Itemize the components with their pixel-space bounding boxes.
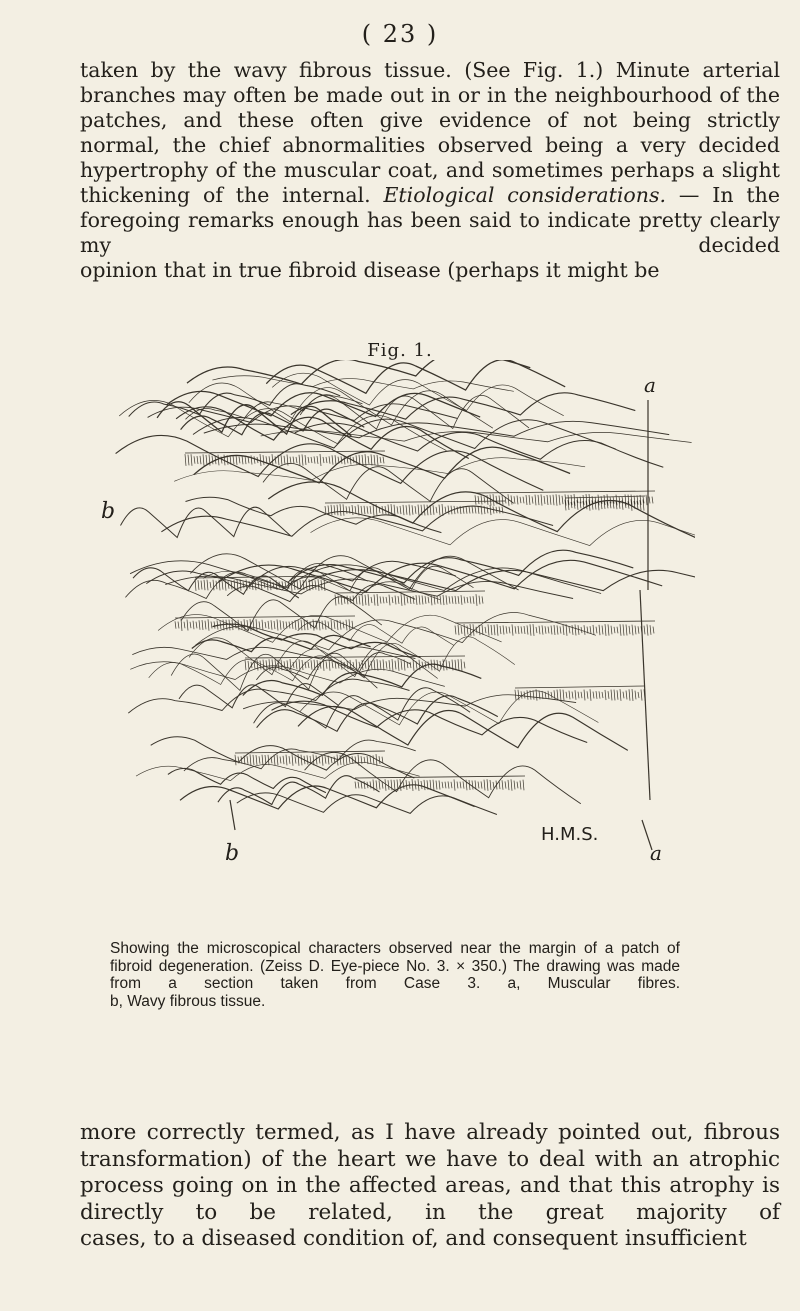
- text-line: of not being strictly normal, the chief abnormalities observed: [80, 108, 780, 157]
- caption-line: Eye-piece No. 3. × 350.) The drawing was made: [330, 957, 680, 975]
- text-line: enough has been said to indicate pretty clearly my decided: [80, 208, 780, 257]
- text-line: more correctly termed, as I have already pointed out, fibrous: [80, 1120, 780, 1145]
- text-line: taken by the wavy fibrous tissue. (See Fig. 1.) Minute: [80, 58, 691, 82]
- section-heading: Etiological considerations.: [383, 183, 667, 207]
- text-line: neighbourhood of the patches, and these often give evidence: [80, 83, 780, 132]
- caption-line: Showing the microscopical characters observed near the: [110, 940, 521, 957]
- figure-caption: [110, 940, 680, 1010]
- figure-label: Fig. 1.: [367, 340, 433, 361]
- tissue-drawing: [95, 360, 695, 900]
- text-line: opinion that in true fibroid disease (perhaps it might be: [80, 258, 660, 282]
- text-line: — In the foregoing remarks: [80, 183, 780, 232]
- top-paragraph: [80, 58, 780, 283]
- bottom-paragraph: [80, 1120, 780, 1253]
- label-a-bottom: a: [650, 841, 662, 865]
- label-b-bottom: b: [225, 841, 240, 866]
- text-line: sometimes perhaps a slight thickening of the internal.: [80, 158, 780, 207]
- text-line: cases, to a diseased condition of, and consequent insufficient: [80, 1226, 747, 1251]
- text-line: atrophy is directly to be related, in the great majority of: [80, 1173, 780, 1225]
- fibre-strokes: [116, 360, 695, 815]
- text-line: transformation) of the heart we have to deal with an: [80, 1146, 679, 1172]
- figure-illustration: [95, 360, 695, 900]
- text-line: atrophic process going on in the affected areas, and that this: [80, 1146, 780, 1198]
- label-a-top: a: [644, 373, 656, 397]
- artist-signature: H.M.S.: [541, 824, 599, 845]
- label-b-left: b: [101, 499, 116, 524]
- page-number: ( 23 ): [361, 20, 439, 48]
- caption-line: from a section taken from Case 3. a, Muscular fibres.: [110, 975, 680, 992]
- text-line: arterial branches may often be made out in or in the: [80, 58, 780, 107]
- text-line: being a very decided hypertrophy of the muscular coat, and: [80, 133, 780, 182]
- caption-line: b, Wavy fibrous tissue.: [110, 992, 266, 1010]
- caption-line: margin of a patch of fibroid degeneration. (Zeiss D.: [110, 940, 680, 975]
